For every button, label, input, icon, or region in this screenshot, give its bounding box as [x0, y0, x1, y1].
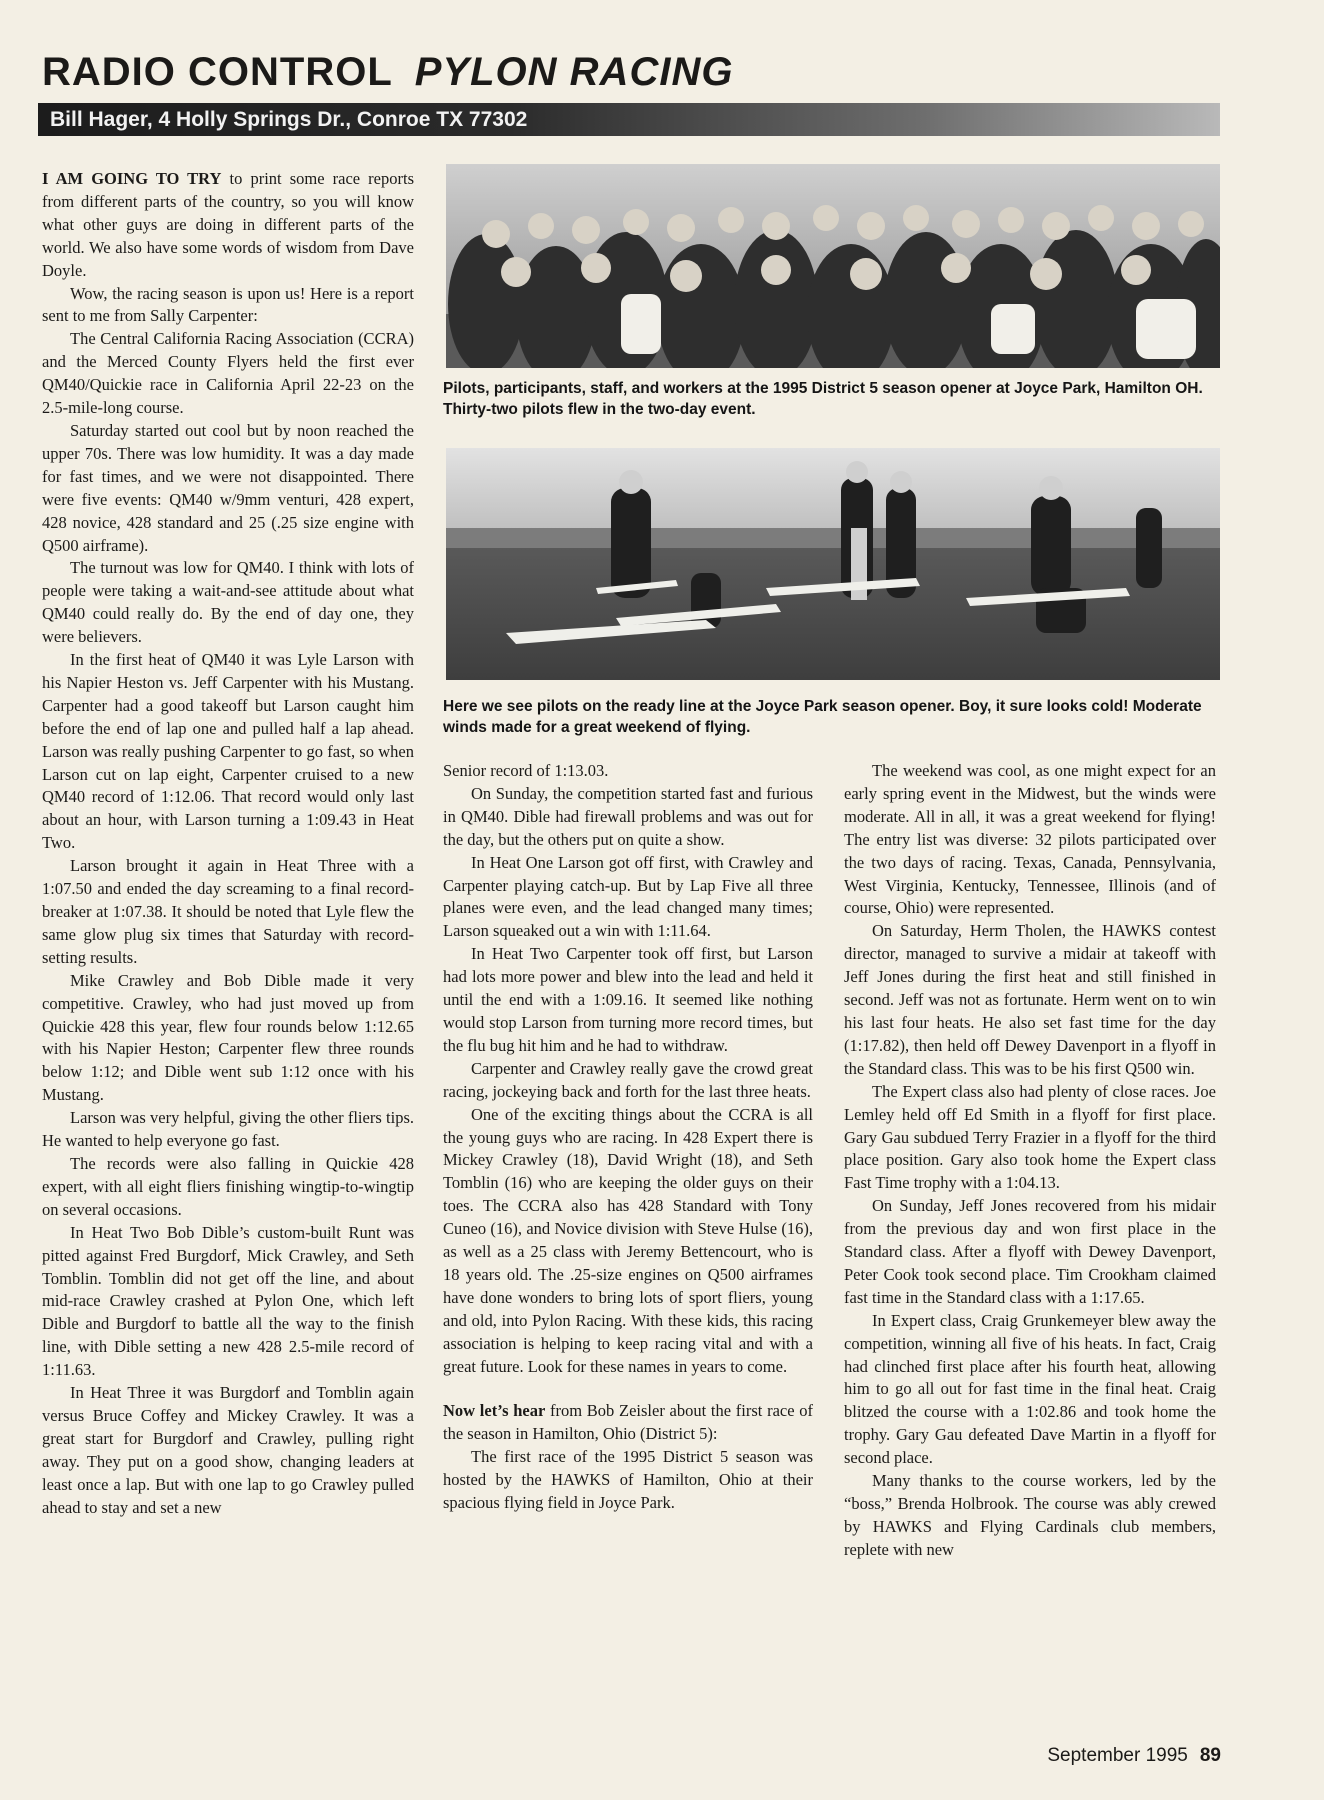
column-title [42, 52, 733, 92]
ready-line-photo-image [446, 448, 1220, 680]
article-paragraph: Mike Crawley and Bob Dible made it very competitive. Crawley, who had just moved up from Quickie 428 this year, flew four rounds below 1:12.65 with his Napier Heston; Carpenter flew three rounds below 1:12; and Dible went sub 1:12 once with his Mustang. [42, 970, 414, 1105]
title-italic: PYLON RACING [414, 50, 734, 94]
article-paragraph: In the first heat of QM40 it was Lyle Larson with his Napier Heston vs. Jeff Carpenter with his Mustang. Carpenter had a good takeoff but Larson caught him before the end of lap one and pulled half a lap ahead. Larson was really pushing Carpenter to go fast, so when Larson cut on lap eight, Carpenter cruised to a new QM40 record of 1:12.06. That record would only last about an hour, with Larson turning a 1:09.43 in Heat Two. [42, 650, 414, 853]
article-paragraph: In Heat One Larson got off first, with Crawley and Carpenter playing catch-up. But by Lap Five all three planes were even, and the lead changed many times; Larson squeaked out a win with 1:11.64. [443, 852, 813, 941]
article-paragraph: Now let’s hear from Bob Zeisler about the first race of the season in Hamilton, Ohio (District 5): [443, 1401, 813, 1444]
page-footer [1047, 1745, 1221, 1767]
page-number: 89 [1199, 1745, 1221, 1766]
article-paragraph: In Heat Two Bob Dible’s custom-built Runt was pitted against Fred Burgdorf, Mick Crawley, and Seth Tomblin. Tomblin did not get off the line, and about mid-race Crawley crashed at Pylon One, which left Dible and Burgdorf to battle all the way to the finish line, with Dible setting a new 428 2.5-mile record of 1:11.63. [42, 1222, 414, 1380]
article-paragraph: The Central California Racing Association (CCRA) and the Merced County Flyers held the first ever QM40/Quickie race in California April 22-23 on the 2.5-mile-long course. [42, 329, 414, 418]
group-photo-image [446, 164, 1220, 368]
article-paragraph: Larson was very helpful, giving the other fliers tips. He wanted to help everyone go fast. [42, 1108, 414, 1151]
article-paragraph: Carpenter and Crawley really gave the crowd great racing, jockeying back and forth for the last three heats. [443, 1058, 813, 1101]
article-paragraph: In Expert class, Craig Grunkemeyer blew away the competition, winning all five of his heats. In fact, Craig had clinched first place after his fourth heat, allowing him to go all out for fast time in the final heat. Craig blitzed the course with a 1:02.86 and took home the trophy. Gary Gau defeated Dave Martin in a flyoff for second place. [844, 1310, 1216, 1468]
article-paragraph: One of the exciting things about the CCRA is all the young guys who are racing. In 428 Expert there is Mickey Crawley (18), David Wright (18), and Seth Tomblin (16) who are keeping the older guys on their toes. The CCRA also has 428 Standard with Tony Cuneo (16), and Novice division with Steve Hulse (16), as well as a 25 class with Jeremy Bettencourt, who is 18 years old. The .25-size engines on Q500 airframes have done wonders to bring lots of sport fliers, young and old, into Pylon Racing. With these kids, this racing association is helping to keep racing vital and with a great future. Look for these names in years to come. [443, 1104, 813, 1376]
group-photo-caption: Pilots, participants, staff, and workers at the 1995 District 5 season opener at Joyce Park, Hamilton OH. Thirty-two pilots flew in the two-day event. [443, 380, 1203, 418]
group-photo [446, 164, 1220, 368]
article-paragraph: The weekend was cool, as one might expect for an early spring event in the Midwest, but the winds were moderate. All in all, it was a great weekend for flying! The entry list was diverse: 32 pilots participated over the two days of racing. Texas, Canada, Pennsylvania, West Virginia, Kentucky, Tennessee, Illinois (and of course, Ohio) were represented. [844, 761, 1216, 918]
article-paragraph: In Heat Two Carpenter took off first, but Larson had lots more power and blew into the lead and held it until the end with a 1:09.16. It seemed like nothing would stop Larson from turning more record times, but the flu bug hit him and he had to withdraw. [443, 944, 813, 1055]
issue-date: September 1995 [1047, 1745, 1188, 1766]
article-paragraph: I AM GOING TO TRY to print some race reports from different parts of the country, so you will know what other guys are doing in different parts of the world. We also have some words of wisdom from Dave Doyle. [42, 169, 414, 280]
article-paragraph: On Sunday, the competition started fast and furious in QM40. Dible had firewall problems and was out for the day, but the others put on quite a show. [443, 783, 813, 849]
article-paragraph: Senior record of 1:13.03. [443, 761, 609, 780]
article-column-1 [42, 168, 414, 1743]
author-byline: Bill Hager, 4 Holly Springs Dr., Conroe TX 77302 [38, 103, 1220, 136]
ready-line-photo [446, 448, 1220, 680]
section-lead-in: Now let’s hear [443, 1401, 546, 1421]
article-paragraph: The first race of the 1995 District 5 season was hosted by the HAWKS of Hamilton, Ohio at their spacious flying field in Joyce Park. [443, 1447, 813, 1513]
article-column-3 [844, 760, 1216, 1740]
lead-in: I AM GOING TO TRY [42, 169, 222, 188]
article-paragraph: The Expert class also had plenty of close races. Joe Lemley held off Ed Smith in a flyoff for first place. Gary Gau subdued Terry Frazier in a flyoff for the third place position. Gary also took home the Expert class Fast Time trophy with a 1:04.13. [844, 1081, 1216, 1193]
ready-line-photo-caption: Here we see pilots on the ready line at the Joyce Park season opener. Boy, it sure looks cold! Moderate winds made for a great weekend of flying. [443, 698, 1202, 736]
article-paragraph: Saturday started out cool but by noon reached the upper 70s. There was low humidity. It was a day made for fast times, and we were not disappointed. There were five events: QM40 w/9mm venturi, 428 expert, 428 novice, 428 standard and 25 (.25 size engine with Q500 airframe). [42, 420, 414, 555]
article-paragraph: Wow, the racing season is upon us! Here is a report sent to me from Sally Carpenter: [42, 283, 414, 326]
article-paragraph: The turnout was low for QM40. I think with lots of people were taking a wait-and-see attitude about what QM40 could really do. By the end of day one, they were believers. [42, 558, 414, 647]
article-paragraph: Larson brought it again in Heat Three with a 1:07.50 and ended the day screaming to a final record-breaker at 1:07.38. It should be noted that Lyle flew the same glow plug six times that Saturday with record-setting results. [42, 856, 414, 967]
article-paragraph: The records were also falling in Quickie 428 expert, with all eight fliers finishing wingtip-to-wingtip on several occasions. [42, 1153, 414, 1219]
title-main: RADIO CONTROL [42, 50, 393, 94]
article-paragraph: Many thanks to the course workers, led by the “boss,” Brenda Holbrook. The course was ably crewed by HAWKS and Flying Cardinals club members, replete with new [844, 1471, 1216, 1559]
article-paragraph: In Heat Three it was Burgdorf and Tomblin again versus Bruce Coffey and Mickey Crawley. It was a great start for Burgdorf and Crawley, pulling right away. They put on a good show, changing leaders at least once a lap. But with one lap to go Crawley pulled ahead to stay and set a new [42, 1383, 414, 1517]
article-column-2 [443, 760, 813, 1740]
article-paragraph: On Sunday, Jeff Jones recovered from his midair from the previous day and won first place in the Standard class. After a flyoff with Dewey Davenport, Peter Cook took second place. Tim Crookham claimed fast time in the Standard class with a 1:17.65. [844, 1196, 1216, 1307]
article-paragraph: On Saturday, Herm Tholen, the HAWKS contest director, managed to survive a midair at takeoff with Jeff Jones during the first heat and still finished in second. Jeff was not as fortunate. Herm went on to win his last four heats. He also set fast time for the day (1:17.82), then held off Dewey Davenport in a flyoff in the Standard class. This was to be his first Q500 win. [844, 921, 1216, 1078]
